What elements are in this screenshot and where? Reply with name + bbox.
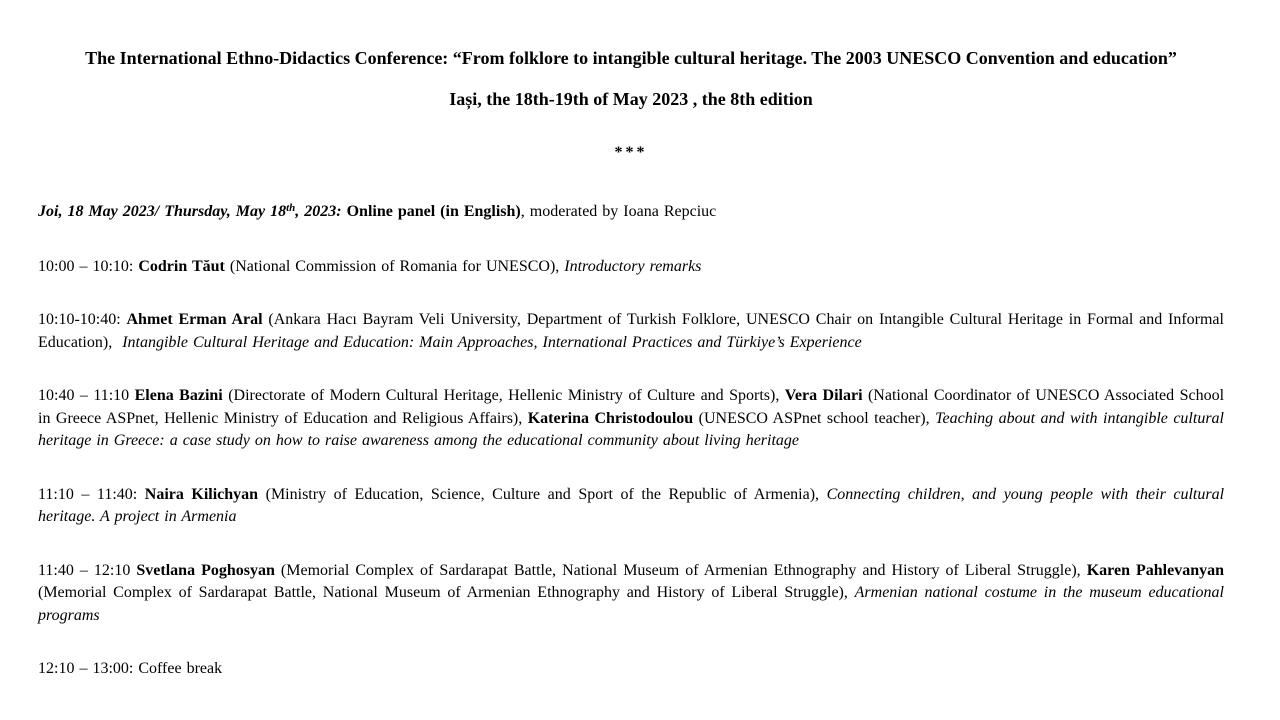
text-segment-normal: 10:10-10:40: [38,311,127,328]
text-segment-normal: (Memorial Complex of Sardarapat Battle, National Museum of Armenian Ethnography and History of Liberal Struggle), [274,561,1087,579]
text-segment-italic: Introductory remarks [564,257,702,275]
section-separator: *** [614,144,648,161]
text-segment-normal: (National Commission of Romania for UNESCO), [224,257,565,275]
text-segment-italic: Intangible Cultural Heritage and Education: Main Approaches, International Practices and Türkiye’s Experience [122,333,862,351]
program-entry-introductory-remarks [38,256,1224,279]
program-entry-armenian-costume [38,560,1224,628]
text-segment-bold: Vera Dilari [784,387,863,404]
text-segment-normal: 11:10 – 11:40: [38,485,145,503]
text-segment-bold: Karen Pahlevanyan [1086,561,1225,579]
text-segment-normal: 10:00 – 10:10: [38,257,139,275]
text-segment-bold: Online panel (in English) [346,203,521,220]
text-segment-normal: (National Coordinator of UNESCO Associated School in Greece ASPnet, Hellenic Ministry of Education and Religious Affairs), [38,387,1225,427]
text-segment-normal: 12:10 – 13:00: Coffee break [38,660,223,677]
text-segment-normal: (Ministry of Education, Science, Culture and Sport of the Republic of Armenia), [258,485,827,503]
text-segment-italic: Connecting children, and young people with their cultural heritage. A project in Armenia [38,485,1225,525]
text-segment-bolditalic-sup: th [286,202,296,214]
text-segment-normal: (Ankara Hacı Bayram Veli University, Department of Turkish Folklore, UNESCO Chair on Intangible Cultural Heritage in Formal and Informal Education), [38,311,1224,351]
text-segment-bolditalic: , 2023: [295,203,342,220]
program-entry-coffee-break [38,658,1224,681]
text-segment-bolditalic: Joi, 18 May 2023/ Thursday, May 18 [38,203,287,220]
program-entry-greece-panel [38,385,1224,453]
text-segment-italic: Teaching about and with intangible cultural heritage in Greece: a case study on how to raise awareness among the educational community about living heritage [38,409,1224,449]
text-segment-normal: (Memorial Complex of Sardarapat Battle, National Museum of Armenian Ethnography and History of Liberal Struggle), [38,584,855,601]
text-segment-bold: Svetlana Poghosyan [136,561,275,579]
panel-heading [38,197,1224,224]
text-segment-normal: (UNESCO ASPnet school teacher), [693,409,936,427]
text-segment-bold: Ahmet Erman Aral [126,311,263,328]
text-segment-normal: (Directorate of Modern Cultural Heritage, Hellenic Ministry of Culture and Sports), [222,387,785,404]
text-segment-bold: Katerina Christodoulou [527,409,694,427]
text-segment-italic: Armenian national costume in the museum educational programs [38,584,1224,624]
program-entry-naira-kilichyan [38,484,1224,529]
conference-title: The International Ethno-Didactics Conference: “From folklore to intangible cultural heritage. The 2003 UNESCO Convention and education” [85,48,1177,68]
conference-location-date: Iași, the 18th-19th of May 2023 , the 8th edition [449,89,813,109]
text-segment-normal: 11:40 – 12:10 [38,561,137,579]
text-segment-bold: Elena Bazini [134,387,223,404]
text-segment-normal: , moderated by Ioana Repciuc [520,203,717,220]
program-entry-ahmet-erman-aral [38,309,1224,354]
text-segment-bold: Naira Kilichyan [144,485,259,503]
text-segment-normal: 10:40 – 11:10 [38,387,135,404]
text-segment-bold: Codrin Tăut [138,257,225,275]
